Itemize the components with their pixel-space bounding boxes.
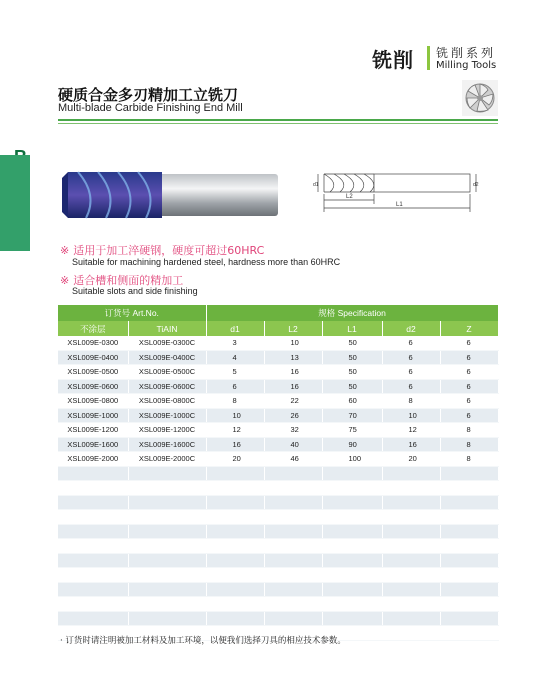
- empty-cell: [206, 553, 264, 568]
- d1-value: 20: [206, 452, 264, 467]
- empty-cell: [382, 466, 440, 481]
- empty-cell: [440, 524, 498, 539]
- l2-value: 26: [264, 408, 322, 423]
- empty-cell: [58, 495, 128, 510]
- empty-table-row: [58, 539, 498, 554]
- table-row: [58, 365, 498, 380]
- art-no-tialn: XSL009E-0300C: [128, 336, 206, 350]
- z-value: 6: [440, 408, 498, 423]
- empty-cell: [264, 495, 322, 510]
- d2-value: 6: [382, 365, 440, 380]
- table-row: [58, 408, 498, 423]
- d2-value: 6: [382, 336, 440, 350]
- empty-cell: [58, 582, 128, 597]
- empty-table-row: [58, 466, 498, 481]
- l2-value: 22: [264, 394, 322, 409]
- title-underline-thin: [58, 123, 498, 124]
- z-value: 6: [440, 336, 498, 350]
- d1-value: 12: [206, 423, 264, 438]
- col-header-d2: d2: [382, 321, 440, 336]
- end-mill-photo: [58, 168, 280, 222]
- empty-cell: [382, 539, 440, 554]
- l1-value: 50: [322, 379, 382, 394]
- empty-cell: [440, 626, 498, 641]
- empty-cell: [128, 510, 206, 525]
- table-row: [58, 394, 498, 409]
- z-value: 8: [440, 437, 498, 452]
- table-row: [58, 379, 498, 394]
- empty-cell: [264, 611, 322, 626]
- empty-cell: [206, 568, 264, 583]
- empty-table-row: [58, 597, 498, 612]
- z-value: 6: [440, 365, 498, 380]
- empty-table-row: [58, 568, 498, 583]
- art-no-uncoated: XSL009E-0800: [58, 394, 128, 409]
- drawing-label-d1: d1: [313, 182, 319, 188]
- d2-value: 16: [382, 437, 440, 452]
- art-no-uncoated: XSL009E-1000: [58, 408, 128, 423]
- d1-value: 4: [206, 350, 264, 365]
- empty-cell: [322, 553, 382, 568]
- l1-value: 70: [322, 408, 382, 423]
- feature-1-en: Suitable for machining hardened steel, hardness more than 60HRC: [72, 257, 341, 267]
- empty-cell: [128, 611, 206, 626]
- empty-cell: [206, 611, 264, 626]
- empty-cell: [58, 611, 128, 626]
- series-title-en: Milling Tools: [436, 60, 497, 71]
- l1-value: 50: [322, 336, 382, 350]
- empty-cell: [206, 524, 264, 539]
- empty-cell: [440, 539, 498, 554]
- category-title: 铣削: [372, 48, 414, 72]
- col-header-z: Z: [440, 321, 498, 336]
- empty-cell: [58, 539, 128, 554]
- empty-cell: [440, 495, 498, 510]
- title-underline: [58, 119, 498, 121]
- drawing-label-l2: L2: [346, 194, 353, 200]
- feature-2-en: Suitable slots and side finishing: [72, 286, 198, 296]
- d2-value: 6: [382, 379, 440, 394]
- art-no-tialn: XSL009E-0800C: [128, 394, 206, 409]
- product-title-en: Multi-blade Carbide Finishing End Mill: [58, 102, 243, 114]
- l1-value: 75: [322, 423, 382, 438]
- empty-cell: [206, 481, 264, 496]
- empty-cell: [382, 510, 440, 525]
- drawing-label-d2: d2: [473, 182, 479, 188]
- table-row: [58, 423, 498, 438]
- l2-value: 16: [264, 365, 322, 380]
- empty-cell: [58, 597, 128, 612]
- art-no-uncoated: XSL009E-1600: [58, 437, 128, 452]
- art-no-uncoated: XSL009E-1200: [58, 423, 128, 438]
- empty-cell: [58, 524, 128, 539]
- d2-value: 12: [382, 423, 440, 438]
- empty-table-row: [58, 495, 498, 510]
- empty-cell: [264, 539, 322, 554]
- d1-value: 10: [206, 408, 264, 423]
- side-tab-label-en: Milling Tools: [14, 325, 32, 348]
- art-no-uncoated: XSL009E-0600: [58, 379, 128, 394]
- empty-cell: [440, 582, 498, 597]
- empty-cell: [382, 597, 440, 612]
- empty-cell: [382, 582, 440, 597]
- empty-cell: [264, 510, 322, 525]
- empty-cell: [128, 597, 206, 612]
- ordering-note: · 订货时请注明被加工材料及加工环境，以便我们选择刀具的相应技术参数。: [60, 636, 346, 646]
- drawing-label-l1: L1: [396, 202, 403, 208]
- empty-cell: [382, 568, 440, 583]
- l2-value: 40: [264, 437, 322, 452]
- art-no-tialn: XSL009E-1200C: [128, 423, 206, 438]
- feature-2-marker: ※: [60, 274, 70, 287]
- empty-cell: [206, 466, 264, 481]
- empty-cell: [58, 466, 128, 481]
- table-group-header-row: [58, 305, 498, 321]
- empty-cell: [440, 510, 498, 525]
- empty-cell: [382, 481, 440, 496]
- l1-value: 90: [322, 437, 382, 452]
- z-value: 6: [440, 350, 498, 365]
- empty-cell: [58, 553, 128, 568]
- d2-value: 8: [382, 394, 440, 409]
- table-row: [58, 452, 498, 467]
- empty-cell: [322, 582, 382, 597]
- empty-cell: [322, 568, 382, 583]
- table-body: [58, 336, 498, 640]
- empty-cell: [128, 539, 206, 554]
- art-no-tialn: XSL009E-2000C: [128, 452, 206, 467]
- l2-value: 16: [264, 379, 322, 394]
- d1-value: 6: [206, 379, 264, 394]
- col-header-l2: L2: [264, 321, 322, 336]
- empty-cell: [382, 524, 440, 539]
- empty-cell: [206, 539, 264, 554]
- col-header-uncoated: 不涂层: [58, 321, 128, 336]
- empty-cell: [440, 597, 498, 612]
- end-mill-technical-drawing: [300, 166, 480, 216]
- l1-value: 50: [322, 365, 382, 380]
- table-row: [58, 437, 498, 452]
- empty-cell: [382, 611, 440, 626]
- empty-cell: [382, 495, 440, 510]
- z-value: 6: [440, 394, 498, 409]
- empty-cell: [440, 466, 498, 481]
- specification-table: [58, 305, 499, 641]
- col-header-tialn: TiAIN: [128, 321, 206, 336]
- end-mill-cross-section-icon: [462, 80, 498, 116]
- header-divider: [427, 46, 430, 70]
- empty-cell: [440, 553, 498, 568]
- empty-cell: [128, 466, 206, 481]
- empty-cell: [128, 495, 206, 510]
- empty-table-row: [58, 524, 498, 539]
- feature-2-cn: 适合槽和侧面的精加工: [73, 274, 184, 287]
- empty-cell: [322, 510, 382, 525]
- empty-table-row: [58, 510, 498, 525]
- empty-table-row: [58, 481, 498, 496]
- empty-cell: [58, 510, 128, 525]
- col-header-d1: d1: [206, 321, 264, 336]
- empty-cell: [322, 495, 382, 510]
- product-title-cn: 硬质合金多刃精加工立铣刀: [58, 86, 239, 104]
- side-tab-label-cn: 铣削系列: [4, 327, 14, 374]
- empty-cell: [322, 539, 382, 554]
- l2-value: 10: [264, 336, 322, 350]
- empty-cell: [440, 568, 498, 583]
- empty-cell: [206, 597, 264, 612]
- empty-cell: [264, 553, 322, 568]
- empty-cell: [58, 481, 128, 496]
- z-value: 8: [440, 423, 498, 438]
- empty-cell: [128, 553, 206, 568]
- empty-cell: [128, 582, 206, 597]
- empty-cell: [440, 611, 498, 626]
- art-no-tialn: XSL009E-0600C: [128, 379, 206, 394]
- l1-value: 60: [322, 394, 382, 409]
- table-row: [58, 336, 498, 350]
- art-no-group-header: 订货号 Art.No.: [58, 305, 206, 321]
- col-header-l1: L1: [322, 321, 382, 336]
- empty-cell: [58, 568, 128, 583]
- empty-table-row: [58, 553, 498, 568]
- art-no-uncoated: XSL009E-2000: [58, 452, 128, 467]
- art-no-uncoated: XSL009E-0300: [58, 336, 128, 350]
- empty-cell: [264, 466, 322, 481]
- l2-value: 32: [264, 423, 322, 438]
- empty-cell: [264, 582, 322, 597]
- l1-value: 50: [322, 350, 382, 365]
- empty-cell: [322, 466, 382, 481]
- table-row: [58, 350, 498, 365]
- d1-value: 8: [206, 394, 264, 409]
- empty-cell: [440, 481, 498, 496]
- d2-value: 6: [382, 350, 440, 365]
- art-no-uncoated: XSL009E-0500: [58, 365, 128, 380]
- empty-cell: [322, 524, 382, 539]
- empty-table-row: [58, 611, 498, 626]
- empty-cell: [264, 597, 322, 612]
- side-tab: [0, 155, 32, 374]
- l2-value: 46: [264, 452, 322, 467]
- empty-cell: [206, 495, 264, 510]
- art-no-uncoated: XSL009E-0400: [58, 350, 128, 365]
- z-value: 8: [440, 452, 498, 467]
- empty-cell: [128, 568, 206, 583]
- l1-value: 100: [322, 452, 382, 467]
- series-title-cn: 铣削系列: [436, 46, 497, 60]
- d1-value: 16: [206, 437, 264, 452]
- feature-1-marker: ※: [60, 244, 70, 257]
- empty-cell: [128, 524, 206, 539]
- feature-1: [60, 242, 264, 258]
- empty-cell: [382, 553, 440, 568]
- l2-value: 13: [264, 350, 322, 365]
- d2-value: 20: [382, 452, 440, 467]
- empty-cell: [128, 481, 206, 496]
- empty-cell: [264, 481, 322, 496]
- specification-group-header: 规格 Specification: [206, 305, 498, 321]
- d1-value: 3: [206, 336, 264, 350]
- art-no-tialn: XSL009E-0400C: [128, 350, 206, 365]
- art-no-tialn: XSL009E-1000C: [128, 408, 206, 423]
- empty-cell: [264, 524, 322, 539]
- d2-value: 10: [382, 408, 440, 423]
- empty-cell: [206, 582, 264, 597]
- table-column-header-row: [58, 321, 498, 336]
- empty-cell: [322, 597, 382, 612]
- empty-cell: [382, 626, 440, 641]
- empty-cell: [264, 568, 322, 583]
- art-no-tialn: XSL009E-0500C: [128, 365, 206, 380]
- art-no-tialn: XSL009E-1600C: [128, 437, 206, 452]
- feature-1-cn: 适用于加工淬硬钢，硬度可超过60HRC: [73, 244, 265, 257]
- empty-cell: [322, 611, 382, 626]
- empty-cell: [322, 481, 382, 496]
- empty-table-row: [58, 582, 498, 597]
- empty-cell: [206, 510, 264, 525]
- d1-value: 5: [206, 365, 264, 380]
- z-value: 6: [440, 379, 498, 394]
